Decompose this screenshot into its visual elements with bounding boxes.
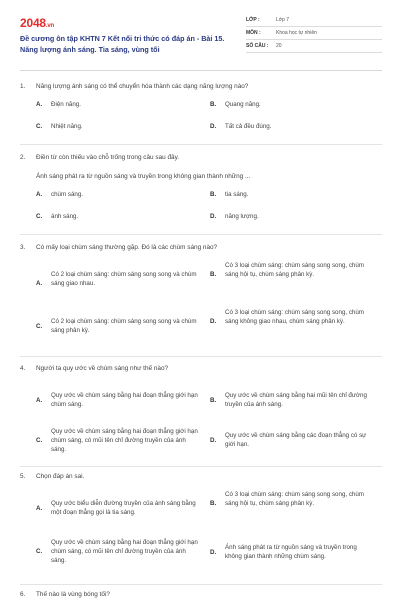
options bbox=[20, 490, 382, 590]
option-label: D. bbox=[210, 318, 217, 325]
option-text: tia sáng. bbox=[225, 191, 249, 198]
option-text: Quy ước biểu diễn đường truyền của ánh sáng bằng một đoạn thẳng gọi là tia sáng. bbox=[51, 500, 196, 516]
meta-value: Khoa học tự nhiên bbox=[276, 30, 317, 36]
question-number: 5. bbox=[20, 473, 26, 480]
question-title bbox=[20, 82, 382, 91]
question-6 bbox=[20, 590, 382, 599]
document-title: Đề cương ôn tập KHTN 7 Kết nối tri thức có đáp án - Bài 15. Năng lượng ánh sáng. Tia sáng, vùng tối bbox=[20, 34, 225, 54]
question-text: Có mấy loại chùm sáng thường gặp. Đó là các chùm sáng nào? bbox=[36, 244, 218, 251]
question-2 bbox=[20, 153, 382, 230]
option-label: D. bbox=[210, 549, 217, 556]
option-text: Có 2 loại chùm sáng: chùm sáng song song và chùm sáng phân kỳ. bbox=[51, 318, 197, 334]
meta-key: SỐ CÂU : bbox=[246, 43, 269, 49]
question-number: 1. bbox=[20, 83, 26, 90]
question-title bbox=[20, 243, 382, 252]
meta-row-subject bbox=[246, 27, 382, 40]
option-label: D. bbox=[210, 437, 217, 444]
option-label: C. bbox=[36, 123, 43, 130]
question-divider bbox=[20, 144, 382, 145]
options bbox=[20, 190, 382, 230]
question-title bbox=[20, 472, 382, 481]
option-label: C. bbox=[36, 437, 43, 444]
question-divider bbox=[20, 356, 382, 357]
options bbox=[20, 100, 382, 140]
question-divider bbox=[20, 466, 382, 467]
question-body: Ánh sáng phát ra từ nguồn sáng và truyền trong không gian thành những ... bbox=[36, 173, 251, 180]
header-divider bbox=[20, 70, 382, 71]
question-divider bbox=[20, 584, 382, 585]
option-text: Quy ước về chùm sáng bằng hai đoạn thẳng giới hạn chùm sáng, có mũi tên chỉ đường truyền của ánh sáng. bbox=[51, 428, 198, 453]
option-text: chùm sáng. bbox=[51, 191, 83, 198]
site-logo[interactable] bbox=[20, 16, 54, 30]
option-text: Ánh sáng phát ra từ nguồn sáng và truyền trong không gian thành những chùm sáng. bbox=[225, 544, 357, 560]
meta-key: MÔN : bbox=[246, 30, 261, 36]
meta-row-count bbox=[246, 40, 382, 53]
option-label: A. bbox=[36, 397, 43, 404]
question-3 bbox=[20, 243, 382, 361]
option-text: Có 2 loại chùm sáng: chùm sáng song song và chùm sáng giao nhau. bbox=[51, 271, 197, 287]
option-text: Quy ước về chùm sáng bằng hai mũi tên chỉ đường truyền của ánh sáng. bbox=[225, 392, 367, 408]
question-text: Người ta quy ước về chùm sáng như thế nào? bbox=[36, 365, 169, 372]
question-number: 3. bbox=[20, 244, 26, 251]
option-label: A. bbox=[36, 191, 43, 198]
option-text: Có 3 loại chùm sáng: chùm sáng song song, chùm sáng không giao nhau, chùm sáng phân kỳ. bbox=[225, 309, 364, 325]
question-1 bbox=[20, 82, 382, 140]
logo-suffix: .vn bbox=[45, 23, 54, 29]
options bbox=[20, 382, 382, 472]
document-header bbox=[20, 14, 382, 62]
option-label: C. bbox=[36, 213, 43, 220]
option-text: Tất cả đều đúng. bbox=[225, 123, 272, 130]
question-title bbox=[20, 364, 382, 373]
option-label: A. bbox=[36, 101, 43, 108]
question-number: 4. bbox=[20, 365, 26, 372]
question-5 bbox=[20, 472, 382, 590]
option-text: Điện năng. bbox=[51, 101, 81, 108]
option-label: B. bbox=[210, 500, 217, 507]
option-label: B. bbox=[210, 191, 217, 198]
question-text: Chọn đáp án sai. bbox=[36, 473, 85, 480]
option-text: Quang năng. bbox=[225, 101, 261, 108]
meta-value: Lớp 7 bbox=[276, 17, 290, 23]
option-text: Có 3 loại chùm sáng: chùm sáng song song, chùm sáng hội tụ, chùm sáng phân kỳ. bbox=[225, 491, 364, 507]
question-number: 2. bbox=[20, 154, 26, 161]
option-text: Quy ước về chùm sáng bằng hai đoạn thẳng giới hạn chùm sáng. bbox=[51, 392, 198, 408]
options bbox=[20, 261, 382, 361]
option-text: Quy ước về chùm sáng bằng các đoạn thẳng có sự giới hạn. bbox=[225, 432, 367, 448]
meta-key: LỚP : bbox=[246, 17, 260, 23]
document-meta bbox=[246, 14, 382, 53]
option-label: B. bbox=[210, 101, 217, 108]
option-label: A. bbox=[36, 505, 43, 512]
option-label: D. bbox=[210, 123, 217, 130]
option-text: ánh sáng. bbox=[51, 213, 79, 220]
question-text: Năng lượng ánh sáng có thể chuyển hóa thành các dạng năng lượng nào? bbox=[36, 83, 249, 90]
question-text: Điền từ còn thiếu vào chỗ trống trong câu sau đây. bbox=[36, 154, 180, 161]
meta-value: 20 bbox=[276, 43, 282, 49]
question-number: 6. bbox=[20, 591, 26, 598]
question-title bbox=[20, 590, 382, 599]
option-label: C. bbox=[36, 548, 43, 555]
question-divider bbox=[20, 234, 382, 235]
question-text: Thế nào là vùng bóng tối? bbox=[36, 591, 110, 598]
option-text: năng lượng. bbox=[225, 213, 259, 220]
question-4 bbox=[20, 364, 382, 472]
meta-row-grade bbox=[246, 14, 382, 27]
option-text: Quy ước về chùm sáng bằng hai đoạn thẳng giới hạn chùm sáng, có mũi tên chỉ đường truyền của ánh sáng. bbox=[51, 539, 198, 564]
option-text: Có 3 loại chùm sáng: chùm sáng song song, chùm sáng hội tụ, chùm sáng phân kỳ. bbox=[225, 262, 364, 278]
option-label: A. bbox=[36, 280, 43, 287]
option-label: B. bbox=[210, 397, 217, 404]
option-label: B. bbox=[210, 271, 217, 278]
question-title bbox=[20, 153, 382, 162]
logo-main: 2048 bbox=[20, 16, 46, 30]
option-text: Nhiệt năng. bbox=[51, 123, 83, 130]
option-label: D. bbox=[210, 213, 217, 220]
option-label: C. bbox=[36, 323, 43, 330]
